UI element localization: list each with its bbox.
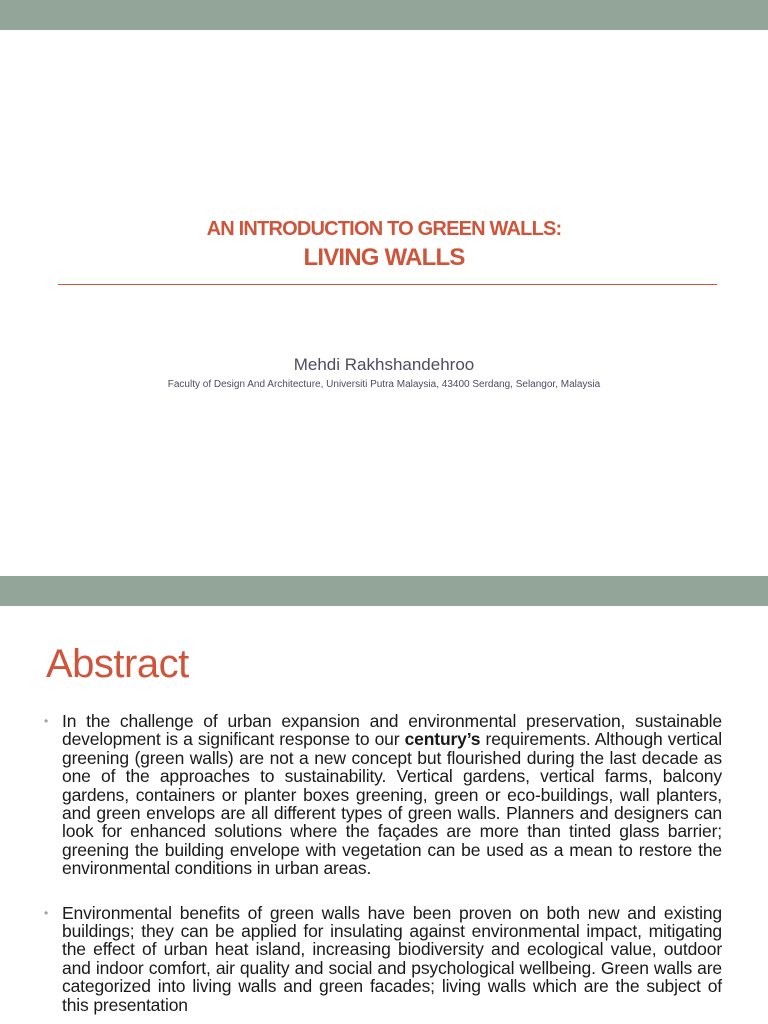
abstract-bullet-1 — [44, 712, 722, 878]
abstract-heading: Abstract — [46, 642, 189, 686]
author-name: Mehdi Rakhshandehroo — [293, 355, 475, 374]
abstract-bullet-list — [44, 712, 722, 1024]
bullet-2-text: Environmental benefits of green walls have been proven on both new and existing buildings; they can be applied for insulating against environmental impact, mitigating the effect of urban heat island, increasing biodiversity and ecological value, outdoor and indoor comfort, air quality and social and psychological wellbeing. Green walls are categorized into living walls and green facades; living walls which are the subject of this presentation — [62, 902, 722, 1015]
slide-title: AN INTRODUCTION TO GREEN WALLS: — [206, 218, 562, 240]
slide-subtitle: LIVING WALLS — [303, 244, 465, 271]
bullet-1-text-start: In the challenge of urban expansion and environmental preservation, sustainable development is a significant response to our — [62, 711, 722, 750]
top-divider-band — [0, 0, 768, 30]
bullet-dot-icon: • — [44, 905, 49, 920]
bullet-1-text-end: requirements. Although vertical greening (green walls) are not a new concept but flourished during the last decade as one of the approaches to sustainability. Vertical gardens, vertical farms, balcony gardens, containers or planter boxes greening, green or eco-buildings, wall planters, and green envelops are all different types of green walls. Planners and designers can look for enhanced solutions where the façades are more than tinted glass barrier; greening the building envelope with vegetation can be used as a mean to restore the environmental conditions in urban areas. — [62, 729, 722, 879]
title-underline — [58, 284, 717, 285]
author-affiliation: Faculty of Design And Architecture, Universiti Putra Malaysia, 43400 Serdang, Selangor, Malaysia — [167, 379, 601, 390]
bullet-1-bold-word: century’s — [404, 729, 481, 750]
abstract-bullet-2 — [44, 904, 722, 1014]
title-slide — [0, 30, 768, 576]
abstract-slide — [0, 606, 768, 1024]
slide-separator-band — [0, 576, 768, 606]
bullet-dot-icon: • — [44, 714, 49, 728]
